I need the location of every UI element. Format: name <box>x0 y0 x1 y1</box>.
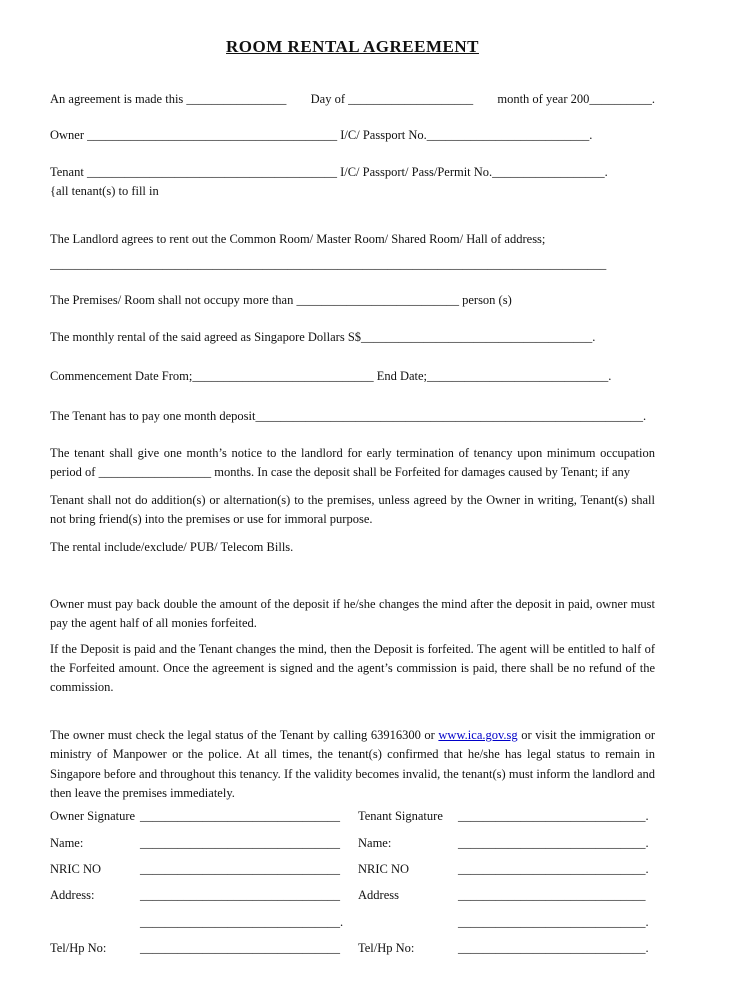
owner-tel-blank: ________________________________ <box>140 941 340 956</box>
signature-section <box>50 807 655 965</box>
deposit-line: The Tenant has to pay one month deposit______________________________________________________________. <box>50 408 647 423</box>
owner-name-blank: ________________________________ <box>140 835 340 850</box>
forfeit-paragraph: If the Deposit is paid and the Tenant changes the mind, then the Deposit is forfeited. The agent will be entitled to half of the Forfeited amount. Once the agreement is signed and the agent’s commission is paid, there shall be no refund of the commission. <box>50 641 655 695</box>
owner-name-label: Name: <box>50 835 84 850</box>
tenant-nric-label: NRIC NO <box>358 862 410 877</box>
owner-signature-blank: ________________________________ <box>140 809 340 824</box>
legal-text-before: The owner must check the legal status of the Tenant by calling 63916300 or <box>50 727 439 742</box>
legal-status-paragraph <box>50 726 655 804</box>
landlord-clause: The Landlord agrees to rent out the Common Room/ Master Room/ Shared Room/ Hall of address; <box>50 231 546 246</box>
tenant-signature-column <box>358 807 655 965</box>
owner-signature-row <box>50 807 358 826</box>
owner-address-blank: ________________________________ <box>140 888 340 903</box>
tenant-name-row <box>358 834 655 853</box>
tenant-address-label: Address <box>358 888 399 903</box>
tenant-line: Tenant ________________________________________ I/C/ Passport/ Pass/Permit No.__________________. <box>50 165 608 180</box>
tenant-signature-row <box>358 807 655 826</box>
owner-nric-row <box>50 860 358 879</box>
agreement-day-blank: An agreement is made this ________________ <box>50 92 287 107</box>
tenant-signature-blank: ______________________________. <box>458 809 649 824</box>
legal-text-after: or visit the immigration or ministry of Manpower or the police. At all times, the tenant(s) confirmed that he/she has legal status to remain in Singapore before and throughout this tenancy. If the validity becomes invalid, the tenant(s) must inform the landlord and then leave the premises immediately. <box>50 727 655 800</box>
commencement-dates-line: Commencement Date From;_____________________________ End Date;_____________________________. <box>50 369 612 384</box>
tenant-note: {all tenant(s) to fill in <box>50 184 159 199</box>
alteration-paragraph: Tenant shall not do addition(s) or alternation(s) to the premises, unless agreed by the Owner in writing, Tenant(s) shall not bring friend(s) into the premises or use for immoral purpose. <box>50 492 655 527</box>
owner-name-row <box>50 834 358 853</box>
owner-nric-blank: ________________________________ <box>140 862 340 877</box>
owner-address2-blank: ________________________________. <box>140 914 344 929</box>
tenant-nric-row <box>358 860 655 879</box>
owner-signature-label: Owner Signature <box>50 809 136 824</box>
agreement-month-blank: Day of ____________________ <box>310 92 474 107</box>
owner-signature-column <box>50 807 358 965</box>
tenant-address-row <box>358 886 655 905</box>
tenant-signature-label: Tenant Signature <box>358 809 443 824</box>
bills-line: The rental include/exclude/ PUB/ Telecom Bills. <box>50 539 294 554</box>
tenant-tel-blank: ______________________________. <box>458 941 649 956</box>
address-blank-line: _________________________________________________________________________________________ <box>50 257 607 272</box>
owner-tel-row <box>50 939 358 958</box>
owner-address-row <box>50 886 358 905</box>
tenant-name-label: Name: <box>358 835 392 850</box>
owner-nric-label: NRIC NO <box>50 862 102 877</box>
tenant-nric-blank: ______________________________. <box>458 862 649 877</box>
tenant-address2-row <box>358 913 655 932</box>
occupancy-line: The Premises/ Room shall not occupy more than __________________________ person (s) <box>50 292 512 307</box>
tenant-name-blank: ______________________________. <box>458 835 649 850</box>
rental-line: The monthly rental of the said agreed as Singapore Dollars S$_____________________________________. <box>50 329 596 344</box>
agreement-year-blank: month of year 200__________. <box>497 92 655 107</box>
owner-address-label: Address: <box>50 888 95 903</box>
document-title: ROOM RENTAL AGREEMENT <box>226 37 479 56</box>
termination-paragraph: The tenant shall give one month’s notice to the landlord for early termination of tenancy upon minimum occupation period of __________________ months. In case the deposit shall be Forfeited for damages caused by Tenant; if any <box>50 446 655 480</box>
ica-link[interactable]: www.ica.gov.sg <box>438 727 518 742</box>
tenant-address-blank: ______________________________ <box>458 888 646 903</box>
tenant-tel-label: Tel/Hp No: <box>358 941 415 956</box>
owner-line: Owner ________________________________________ I/C/ Passport No.__________________________. <box>50 127 593 142</box>
owner-tel-label: Tel/Hp No: <box>50 941 107 956</box>
owner-address2-label <box>50 913 140 932</box>
tenant-address2-label <box>358 913 458 932</box>
agreement-date-line <box>50 90 655 109</box>
tenant-tel-row <box>358 939 655 958</box>
double-refund-paragraph: Owner must pay back double the amount of the deposit if he/she changes the mind after the deposit in paid, owner must pay the agent half of all monies forfeited. <box>50 596 655 631</box>
tenant-address2-blank: ______________________________. <box>458 914 649 929</box>
owner-address2-row <box>50 913 358 932</box>
